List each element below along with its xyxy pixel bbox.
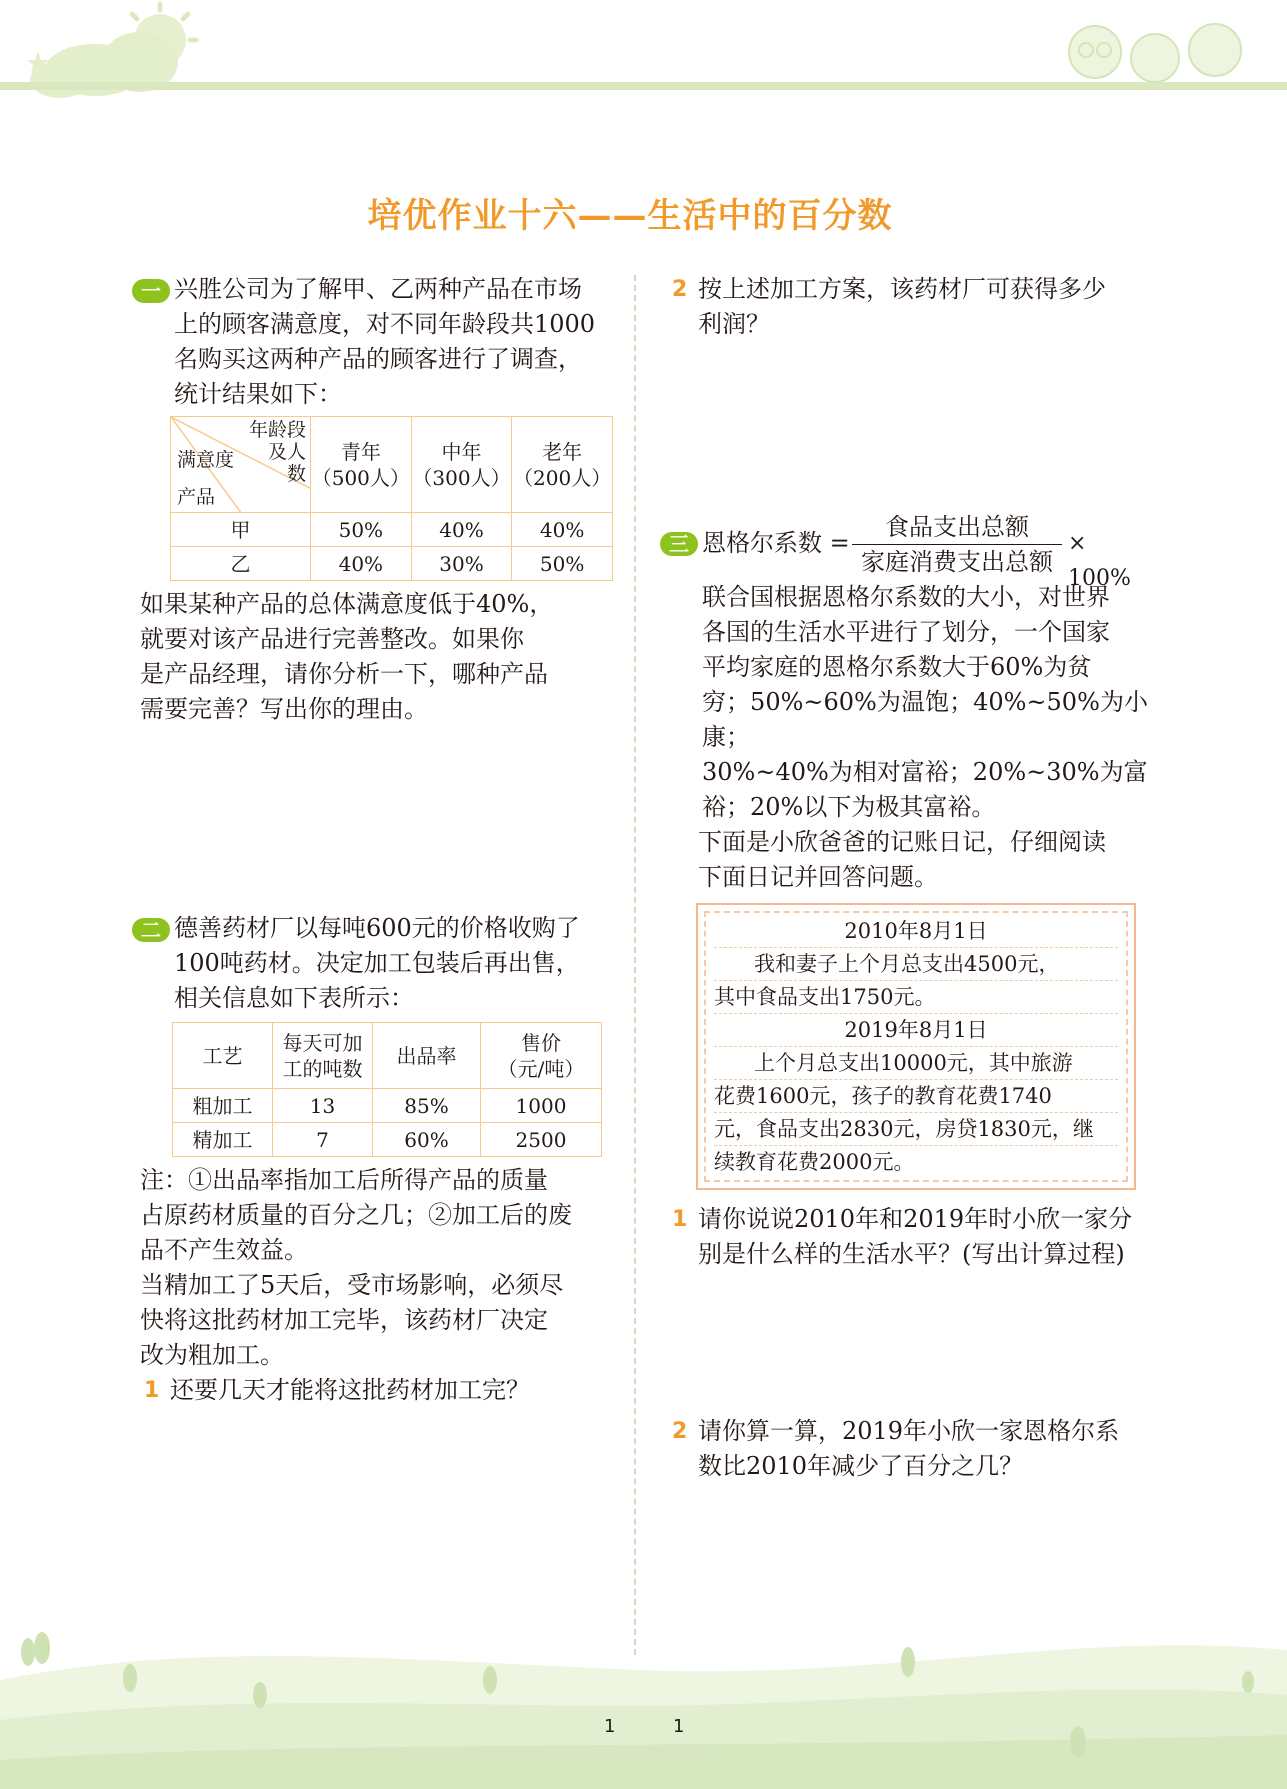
diary-entry-line: 花费1600元，孩子的教育花费1740	[714, 1080, 1118, 1113]
column-header: 中年 （300人）	[411, 417, 512, 513]
animal-faces-icon	[1069, 24, 1241, 82]
question-badge: 三	[660, 532, 698, 556]
corner-age-label: 年龄段	[248, 419, 306, 441]
table-row	[171, 547, 613, 581]
value-cell: 40%	[411, 513, 512, 547]
diary-entry-line: 元，食品支出2830元，房贷1830元，继	[714, 1113, 1118, 1146]
page-number: 1	[673, 1716, 685, 1737]
satisfaction-table	[170, 416, 613, 581]
sub-question-number: 2	[672, 277, 688, 302]
q1-question: 如果某种产品的总体满意度低于40%， 就要对该产品进行完善整改。如果你 是产品经理，请你分析一下，哪种产品 需要完善？写出你的理由。	[140, 590, 554, 723]
table-row	[173, 1089, 602, 1123]
column-header: 出品率	[373, 1023, 481, 1089]
corner-satisfaction-label: 满意度	[177, 449, 235, 471]
q2-context: 当精加工了5天后，受市场影响，必须尽 快将这批药材加工完毕，该药材厂决定 改为粗加工。	[140, 1271, 564, 1369]
table-header-row	[173, 1023, 602, 1089]
column-header: 售价 （元/吨）	[481, 1023, 602, 1089]
table-cell: 85%	[373, 1089, 481, 1123]
value-cell: 40%	[311, 547, 412, 581]
diary-entry-line: 其中食品支出1750元。	[714, 981, 1118, 1014]
table-cell: 精加工	[173, 1123, 273, 1157]
formula-denominator: 家庭消费支出总额	[861, 548, 1053, 576]
sub-question-number: 2	[672, 1419, 688, 1444]
formula-numerator: 食品支出总额	[852, 510, 1062, 545]
diary-entry-line: 续教育花费2000元。	[714, 1150, 915, 1174]
column-header: 工艺	[173, 1023, 273, 1089]
sub-question-number: 1	[672, 1207, 688, 1232]
page-title: 培优作业十六——生活中的百分数	[367, 196, 893, 236]
table-cell: 13	[273, 1089, 373, 1123]
product-cell: 乙	[171, 547, 311, 581]
diary-date: 2019年8月1日	[714, 1014, 1118, 1047]
formula-lhs: 恩格尔系数 =	[702, 529, 850, 557]
left-column	[140, 272, 615, 1408]
table-row	[171, 513, 613, 547]
diary-date: 2010年8月1日	[714, 915, 1118, 948]
table-corner-cell	[171, 417, 311, 513]
formula-rhs: × 100%	[1068, 531, 1131, 591]
product-cell: 甲	[171, 513, 311, 547]
q2-intro-line: 德善药材厂以每吨600元的价格收购了	[174, 914, 580, 942]
question-2	[140, 911, 615, 1408]
table-cell: 粗加工	[173, 1089, 273, 1123]
q3-description: 联合国根据恩格尔系数的大小，对世界 各国的生活水平进行了划分，一个国家 平均家庭的恩格尔系数大于60%为贫 穷；50%~60%为温饱；40%~50%为小康； 30%~40%为相对富裕；20%~30%为富 裕；20%以下为极其富裕。	[702, 583, 1148, 821]
table-cell: 2500	[481, 1123, 602, 1157]
table-header-row	[171, 417, 613, 513]
footer-landscape	[0, 1600, 1287, 1789]
corner-product-label: 产品	[177, 486, 216, 508]
formula-fraction	[852, 510, 1062, 579]
q1-intro-line: 兴胜公司为了解甲、乙两种产品在市场	[174, 275, 582, 303]
sub-question-number: 1	[144, 1378, 160, 1403]
corner-age-label: 数	[286, 463, 306, 485]
right-column	[668, 272, 1148, 1484]
q1-intro-line: 统计结果如下：	[174, 380, 342, 408]
table-cell: 60%	[373, 1123, 481, 1157]
value-cell: 50%	[311, 513, 412, 547]
q1-intro-line: 上的顾客满意度，对不同年龄段共1000	[174, 310, 596, 338]
q2-intro-line: 100吨药材。决定加工包装后再出售，	[174, 949, 580, 977]
q2-sub-question-1: 1 还要几天才能将这批药材加工完？	[140, 1373, 615, 1408]
value-cell: 30%	[411, 547, 512, 581]
question-badge: 一	[132, 279, 170, 303]
q3-sub-question-2: 2 请你算一算，2019年小欣一家恩格尔系 数比2010年减少了百分之几？	[668, 1414, 1148, 1484]
q3-lead: 下面是小欣爸爸的记账日记，仔细阅读 下面日记并回答问题。	[698, 828, 1106, 891]
q1-intro-line: 名购买这两种产品的顾客进行了调查，	[174, 345, 582, 373]
question-3	[668, 510, 1148, 1484]
question-badge: 二	[132, 918, 170, 942]
value-cell: 40%	[512, 513, 613, 547]
column-divider	[634, 275, 636, 1655]
processing-table	[172, 1022, 602, 1157]
diary-entry-line: 我和妻子上个月总支出4500元，	[714, 948, 1118, 981]
engel-formula	[668, 510, 1148, 591]
q3-sub-question-1: 1 请你说说2010年和2019年时小欣一家分 别是什么样的生活水平？(写出计算过程)	[668, 1202, 1148, 1272]
page-number: 1	[604, 1716, 616, 1737]
diary-box	[696, 903, 1136, 1190]
q2-intro-line: 相关信息如下表所示：	[174, 984, 414, 1012]
corner-age-label: 及人	[267, 441, 306, 463]
column-header: 青年 （500人）	[311, 417, 412, 513]
header-decoration	[0, 0, 1287, 110]
diary-entry-line: 上个月总支出10000元，其中旅游	[714, 1047, 1118, 1080]
column-header: 每天可加 工的吨数	[273, 1023, 373, 1089]
q2-note: 注：①出品率指加工后所得产品的质量 占原药材质量的百分之几；②加工后的废 品不产生效益。	[140, 1166, 572, 1264]
table-cell: 7	[273, 1123, 373, 1157]
question-1	[140, 272, 615, 727]
q2-sub-question-2: 2 按上述加工方案，该药材厂可获得多少 利润？	[668, 272, 1148, 342]
value-cell: 50%	[512, 547, 613, 581]
column-header: 老年 （200人）	[512, 417, 613, 513]
table-cell: 1000	[481, 1089, 602, 1123]
table-row	[173, 1123, 602, 1157]
